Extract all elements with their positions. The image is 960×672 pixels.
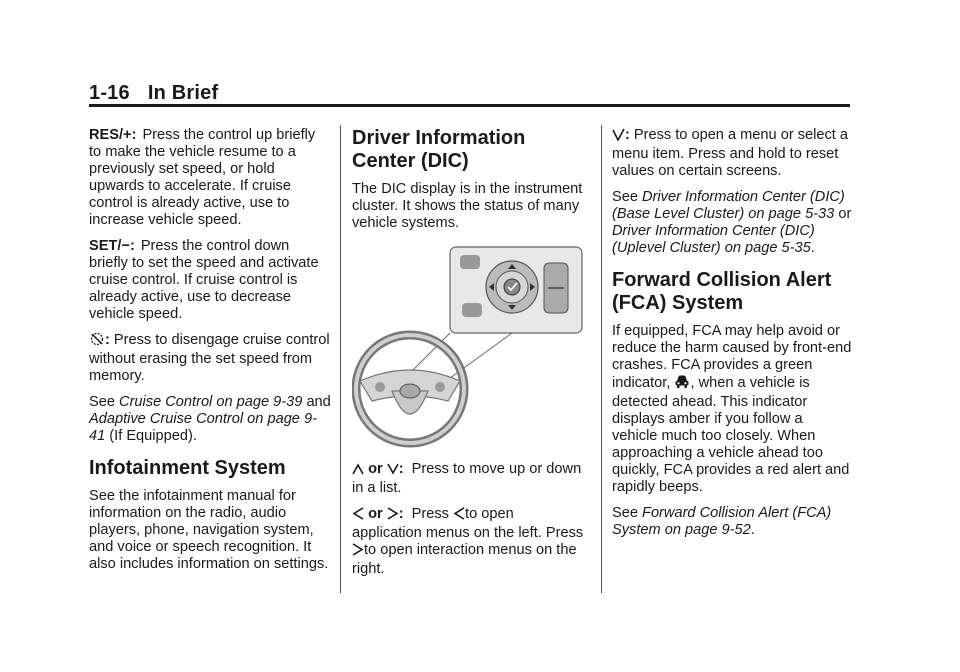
- cancel-paragraph: [89, 332, 331, 385]
- dic-see-paragraph: [612, 189, 852, 257]
- or-word: or: [368, 461, 383, 477]
- set-label: SET/−:: [89, 238, 135, 254]
- dic-uplevel-ref[interactable]: Driver Information Center (DIC) (Uplevel Cluster) on page 5-35: [612, 223, 815, 256]
- column-3: [612, 127, 852, 548]
- and-word: and: [306, 394, 331, 410]
- leftright-text-a: to open application menus on the left. Press: [352, 506, 584, 541]
- or-word-2: or: [368, 506, 383, 522]
- infotainment-text: See the infotainment manual for information on the radio, audio players, phone, navigation system, and voice or speech recognition. It also includes information on settings.: [89, 488, 329, 572]
- updown-text: Press to move up or down in a list.: [352, 461, 582, 496]
- cancel-text: Press to disengage cruise control without erasing the set speed from memory.: [89, 332, 330, 384]
- fca-heading: Forward Collision Alert (FCA) System: [612, 269, 832, 314]
- dic-text: The DIC display is in the instrument cluster. It shows the status of many vehicle systems.: [352, 181, 583, 231]
- or-word-3: or: [838, 206, 852, 222]
- column-divider-2: [601, 125, 602, 593]
- leftright-text-b: to open interaction menus on the right.: [352, 542, 577, 577]
- leftright-paragraph: [352, 506, 584, 578]
- updown-colon: :: [398, 461, 404, 477]
- dic-heading: Driver Information Center (DIC): [352, 127, 526, 172]
- column-divider-1: [340, 125, 341, 593]
- chevron-left-icon-inline: [453, 507, 465, 525]
- set-paragraph: [89, 238, 331, 323]
- res-paragraph: [89, 127, 331, 229]
- see-word-4: See: [612, 505, 638, 521]
- chevron-right-icon-inline: [352, 543, 364, 561]
- chevron-down-icon: [387, 463, 399, 480]
- see-word-3: See: [612, 189, 638, 205]
- res-text: Press the control up briefly to make the vehicle resume to a previously set speed, or hold upwards to accelerate. If cruise control is already active, use to increase vehicle speed.: [89, 127, 316, 228]
- chevron-up-icon: [352, 463, 364, 480]
- page-title: [89, 82, 849, 105]
- checkmark-icon: [612, 128, 625, 146]
- period: .: [810, 240, 815, 256]
- set-text: Press the control down briefly to set the speed and activate cruise control. If cruise control is already active, use to decrease vehicle speed.: [89, 238, 319, 322]
- page-header: [89, 82, 849, 105]
- page-number: 1-16: [89, 82, 130, 104]
- select-text: Press to open a menu or select a menu item. Press and hold to reset values on certain screens.: [612, 127, 849, 179]
- select-paragraph: [612, 127, 852, 180]
- cruise-see-paragraph: [89, 394, 331, 445]
- if-equipped-text: (If Equipped).: [109, 428, 197, 444]
- dic-base-ref[interactable]: Driver Information Center (DIC) (Base Level Cluster) on page 5-33: [612, 189, 845, 222]
- vehicle-ahead-icon: [674, 374, 690, 394]
- fca-text-a: If equipped, FCA may help avoid or reduce the harm caused by front-end crashes. FCA provides a green indicator,: [612, 323, 852, 391]
- fca-paragraph: [612, 323, 852, 496]
- cancel-label: :: [105, 332, 110, 348]
- chevron-right-icon: [387, 507, 399, 525]
- section-title: In Brief: [147, 82, 219, 104]
- column-1: [89, 127, 331, 582]
- see-word: See: [89, 394, 115, 410]
- cruise-cancel-icon: [89, 332, 105, 351]
- cruise-control-ref[interactable]: Cruise Control on page 9-39: [119, 394, 303, 410]
- leftright-colon: :: [398, 506, 404, 522]
- period-2: .: [750, 522, 755, 538]
- press-word: Press: [411, 506, 449, 522]
- adaptive-cruise-ref[interactable]: Adaptive Cruise Control on page 9-41: [89, 411, 317, 444]
- header-rule: [89, 104, 850, 107]
- updown-paragraph: [352, 461, 584, 497]
- column-2: [352, 127, 584, 587]
- chevron-left-icon: [352, 507, 364, 525]
- select-label: :: [625, 127, 630, 143]
- res-label: RES/+:: [89, 127, 137, 143]
- fca-see-paragraph: [612, 505, 852, 539]
- fca-text-b: , when a vehicle is detected ahead. This indicator displays amber if you follow a vehicle much too closely. When approaching a vehicle ahead too quickly, FCA provides a red alert and rapidly beeps.: [612, 375, 850, 495]
- steering-wheel-figure: [352, 241, 584, 451]
- fca-ref[interactable]: Forward Collision Alert (FCA) System on page 9-52: [612, 505, 832, 538]
- infotainment-heading: Infotainment System: [89, 457, 286, 479]
- steering-wheel-illustration: [352, 241, 584, 451]
